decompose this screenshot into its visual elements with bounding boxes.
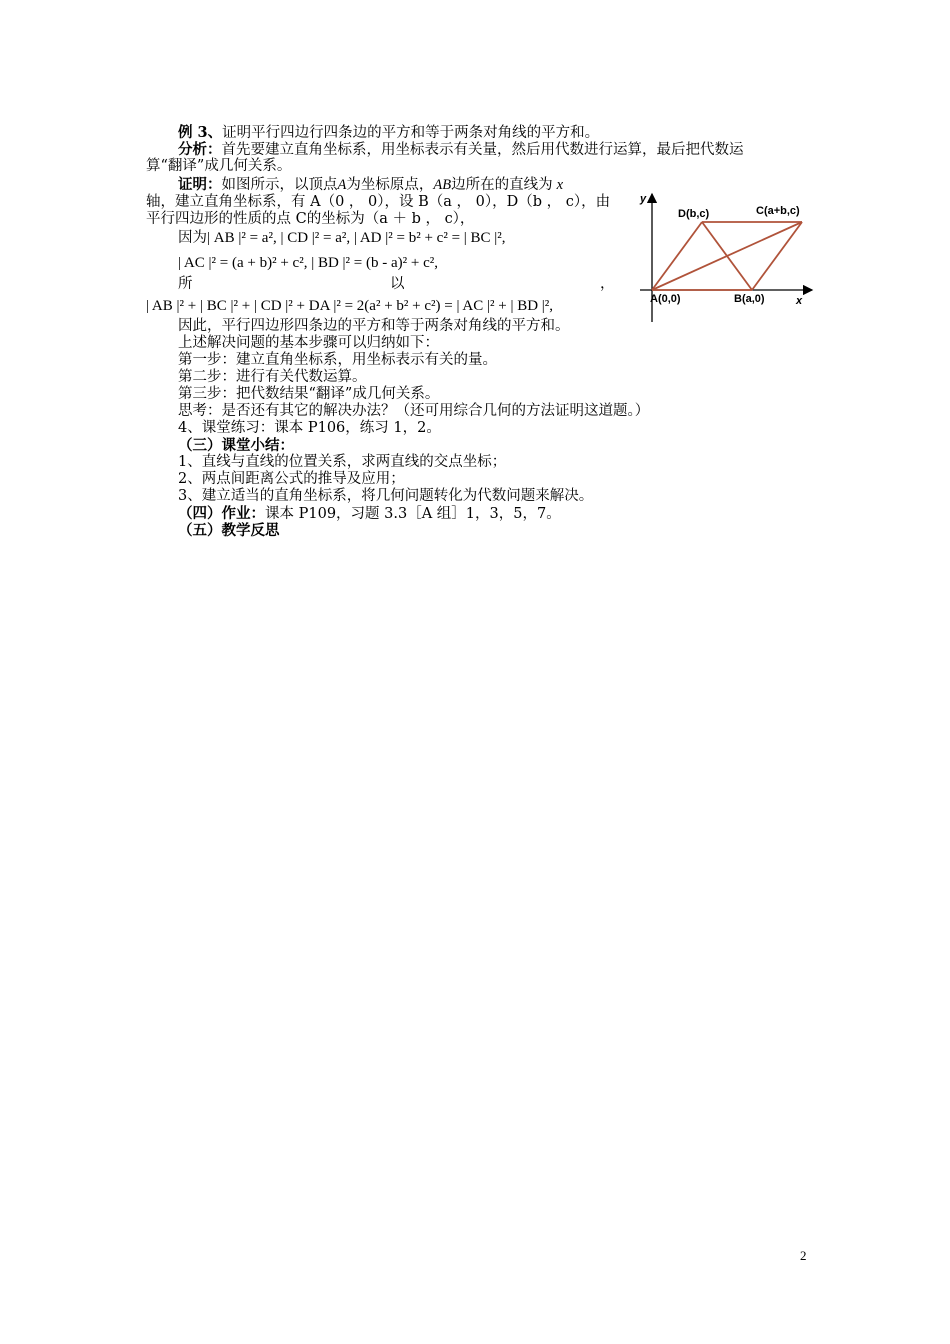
parallelogram-figure — [630, 186, 820, 326]
proof-equation-1: | AB |² = a², | CD |² = a², | AD |² = b² + c² = | BC |², — [207, 230, 506, 246]
step-1: 第一步：建立直角坐标系，用坐标表示有关的量。 — [178, 352, 497, 368]
proof-point-a: A — [337, 177, 347, 193]
proof-text-1b: 为坐标原点， — [346, 177, 434, 193]
proof-text-1a: 如图所示，以顶点 — [221, 177, 338, 193]
analysis-text-1: 首先要建立直角坐标系，用坐标表示有关量，然后用代数进行运算，最后把代数运 — [221, 142, 744, 158]
example-statement: 证明平行四边行四条边的平方和等于两条对角线的平方和。 — [222, 125, 600, 141]
point-b-label: B(a,0) — [734, 293, 765, 305]
summary-item-1: 1、直线与直线的位置关系，求两直线的交点坐标； — [178, 454, 507, 470]
proof-line-2: 轴，建立直角坐标系，有 A（0 ， 0），设 B（a ， 0），D（b ， c），由 — [146, 194, 611, 210]
analysis-line-2: 算“翻译”成几何关系。 — [146, 158, 292, 174]
y-axis-label: y — [640, 193, 647, 205]
summary-item-2: 2、两点间距离公式的推导及应用； — [178, 471, 405, 487]
summary-heading: （三）课堂小结： — [178, 437, 294, 454]
page-number: 2 — [800, 1248, 807, 1263]
think-line: 思考：是否还有其它的解决办法？（还可用综合几何的方法证明这道题。） — [178, 403, 650, 419]
so-word-1: 所 — [178, 276, 193, 292]
point-c-label: C(a+b,c) — [756, 205, 800, 217]
example-label: 例 3、 — [178, 124, 223, 141]
homework-text: 课本 P109，习题 3.3［A 组］1，3，5，7。 — [265, 506, 561, 522]
diagonal-bd — [702, 222, 752, 290]
so-word-2: 以 — [390, 276, 405, 292]
step-2: 第二步：进行有关代数运算。 — [178, 369, 367, 385]
analysis-label: 分析： — [178, 141, 222, 158]
proof-equation-1-line — [178, 230, 506, 247]
summary-item-3: 3、建立适当的直角坐标系，将几何问题转化为代数问题来解决。 — [178, 488, 594, 504]
proof-text-1c: 边所在的直线为 — [451, 177, 553, 193]
reflection-heading: （五）教学反思 — [178, 522, 280, 539]
steps-intro: 上述解决问题的基本步骤可以归纳如下： — [178, 335, 439, 351]
proof-label: 证明： — [178, 176, 222, 193]
example-line — [178, 124, 599, 142]
proof-equation-3: | AB |² + | BC |² + | CD |² + DA |² = 2(a² + b² + c²) = | AC |² + | BD |², — [146, 298, 554, 314]
step-3: 第三步：把代数结果“翻译”成几何关系。 — [178, 386, 440, 402]
side-bc — [752, 222, 802, 290]
analysis-line-1 — [178, 141, 744, 159]
proof-conclusion: 因此，平行四边形四条边的平方和等于两条对角线的平方和。 — [178, 318, 570, 334]
proof-segment-ab: AB — [433, 177, 452, 193]
proof-line-1 — [178, 176, 563, 194]
practice-line: 4、课堂练习：课本 P106，练习 1，2。 — [178, 420, 441, 436]
point-a-label: A(0,0) — [650, 293, 681, 305]
proof-x: x — [556, 177, 564, 193]
so-comma: ， — [600, 276, 615, 292]
proof-line-3: 平行四边形的性质的点 C的坐标为（a ＋ b ， c）， — [146, 211, 475, 227]
homework-line — [178, 505, 561, 523]
x-axis-label: x — [796, 295, 803, 307]
side-da — [652, 222, 702, 290]
homework-heading: （四）作业： — [178, 505, 265, 522]
point-d-label: D(b,c) — [678, 208, 710, 220]
because-word: 因为 — [178, 230, 207, 246]
proof-equation-2: | AC |² = (a + b)² + c², | BD |² = (b - a)² + c², — [178, 255, 438, 271]
